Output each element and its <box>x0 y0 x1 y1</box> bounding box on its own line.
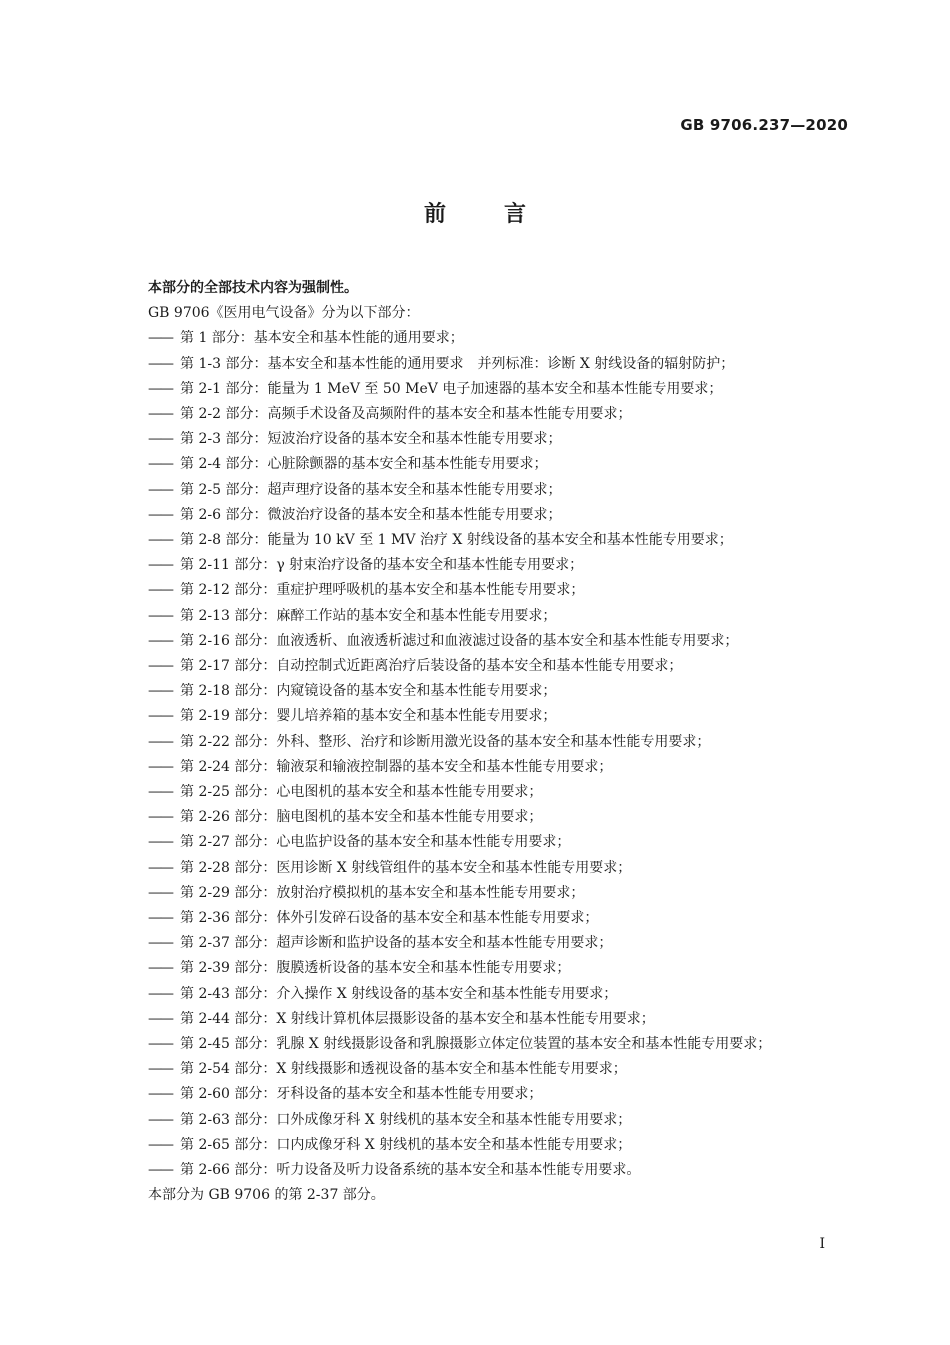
part-item-text: 第 2-65 部分：口内成像牙科 X 射线机的基本安全和基本性能专用要求； <box>180 1136 632 1153</box>
part-item <box>148 780 850 805</box>
part-item-text: 第 2-3 部分：短波治疗设备的基本安全和基本性能专用要求； <box>180 431 562 448</box>
part-item <box>148 856 850 881</box>
part-item-text: 第 2-22 部分：外科、整形、治疗和诊断用激光设备的基本安全和基本性能专用要求； <box>180 733 711 750</box>
part-item <box>148 629 850 654</box>
part-item <box>148 1108 850 1133</box>
dash-mark: —— <box>148 557 172 574</box>
part-item <box>148 881 850 906</box>
part-item <box>148 377 850 402</box>
dash-mark: —— <box>148 481 172 498</box>
part-item-text: 第 2-27 部分：心电监护设备的基本安全和基本性能专用要求； <box>180 834 571 851</box>
part-item-text: 第 2-39 部分：腹膜透析设备的基本安全和基本性能专用要求； <box>180 960 571 977</box>
foreword-body <box>148 276 850 1208</box>
dash-mark: —— <box>148 809 172 826</box>
part-item-text: 第 2-5 部分：超声理疗设备的基本安全和基本性能专用要求； <box>180 481 562 498</box>
part-item-text: 第 2-37 部分：超声诊断和监护设备的基本安全和基本性能专用要求； <box>180 935 613 952</box>
part-item <box>148 1158 850 1183</box>
part-item <box>148 528 850 553</box>
part-item-text: 第 2-18 部分：内窥镜设备的基本安全和基本性能专用要求； <box>180 683 557 700</box>
dash-mark: —— <box>148 456 172 473</box>
part-item-text: 第 2-43 部分：介入操作 X 射线设备的基本安全和基本性能专用要求； <box>180 985 618 1002</box>
dash-mark: —— <box>148 1086 172 1103</box>
dash-mark: —— <box>148 884 172 901</box>
closing-statement: 本部分为 GB 9706 的第 2-37 部分。 <box>148 1187 385 1204</box>
part-item <box>148 604 850 629</box>
series-statement: GB 9706《医用电气设备》分为以下部分： <box>148 305 420 322</box>
part-item <box>148 704 850 729</box>
dash-mark: —— <box>148 859 172 876</box>
dash-mark: —— <box>148 683 172 700</box>
dash-mark: —— <box>148 960 172 977</box>
dash-mark: —— <box>148 1036 172 1053</box>
part-item-text: 第 2-26 部分：脑电图机的基本安全和基本性能专用要求； <box>180 809 543 826</box>
part-item <box>148 830 850 855</box>
dash-mark: —— <box>148 532 172 548</box>
part-item <box>148 805 850 830</box>
dash-mark: —— <box>148 1061 172 1078</box>
part-item <box>148 427 850 452</box>
part-item <box>148 1032 850 1057</box>
part-item-text: 第 2-28 部分：医用诊断 X 射线管组件的基本安全和基本性能专用要求； <box>180 859 632 876</box>
dash-mark: —— <box>148 1111 172 1128</box>
page-title: 前言 <box>423 202 584 227</box>
part-item <box>148 1007 850 1032</box>
dash-mark: —— <box>148 658 172 675</box>
part-item <box>148 1082 850 1107</box>
part-item <box>148 730 850 755</box>
part-item <box>148 755 850 780</box>
part-item <box>148 982 850 1007</box>
dash-mark: —— <box>148 1136 172 1153</box>
part-item-text: 第 2-2 部分：高频手术设备及高频附件的基本安全和基本性能专用要求； <box>180 405 632 422</box>
part-item-text: 第 2-19 部分：婴儿培养箱的基本安全和基本性能专用要求； <box>180 708 557 725</box>
part-item-text: 第 1 部分：基本安全和基本性能的通用要求； <box>180 330 464 347</box>
part-item-text: 第 2-44 部分：X 射线计算机体层摄影设备的基本安全和基本性能专用要求； <box>180 1010 655 1027</box>
dash-mark: —— <box>148 1010 172 1027</box>
part-item <box>148 553 850 578</box>
part-item <box>148 931 850 956</box>
part-item-text: 第 2-4 部分：心脏除颤器的基本安全和基本性能专用要求； <box>180 456 548 473</box>
part-item <box>148 452 850 477</box>
dash-mark: —— <box>148 405 172 422</box>
part-item-text: 第 2-17 部分：自动控制式近距离治疗后装设备的基本安全和基本性能专用要求； <box>180 658 683 675</box>
dash-mark: —— <box>148 330 172 347</box>
part-item <box>148 1057 850 1082</box>
part-item-text: 第 2-54 部分：X 射线摄影和透视设备的基本安全和基本性能专用要求； <box>180 1061 627 1078</box>
part-item-text: 第 2-25 部分：心电图机的基本安全和基本性能专用要求； <box>180 784 543 801</box>
dash-mark: —— <box>148 708 172 725</box>
part-item-text: 第 2-6 部分：微波治疗设备的基本安全和基本性能专用要求； <box>180 506 562 523</box>
part-item <box>148 352 850 377</box>
dash-mark: —— <box>148 784 172 801</box>
standard-code: GB 9706.237—2020 <box>680 116 848 134</box>
page-number: I <box>819 1236 825 1252</box>
part-item-text: 第 2-66 部分：听力设备及听力设备系统的基本安全和基本性能专用要求。 <box>180 1162 641 1179</box>
part-item-text: 第 2-24 部分：输液泵和输液控制器的基本安全和基本性能专用要求； <box>180 758 613 775</box>
part-item <box>148 402 850 427</box>
dash-mark: —— <box>148 733 172 750</box>
part-item-text: 第 2-36 部分：体外引发碎石设备的基本安全和基本性能专用要求； <box>180 910 599 927</box>
part-item-text: 第 2-11 部分：γ 射束治疗设备的基本安全和基本性能专用要求； <box>180 557 584 574</box>
part-item <box>148 1133 850 1158</box>
part-item <box>148 503 850 528</box>
dash-mark: —— <box>148 582 172 599</box>
dash-mark: —— <box>148 1162 172 1179</box>
part-item <box>148 578 850 603</box>
part-item-text: 第 2-13 部分：麻醉工作站的基本安全和基本性能专用要求； <box>180 607 557 624</box>
part-item <box>148 478 850 503</box>
part-item-text: 第 2-12 部分：重症护理呼吸机的基本安全和基本性能专用要求； <box>180 582 585 599</box>
dash-mark: —— <box>148 834 172 851</box>
dash-mark: —— <box>148 935 172 952</box>
part-item-text: 第 2-8 部分：能量为 10 kV 至 1 MV 治疗 X 射线设备的基本安全和基本性能专用要求； <box>180 532 733 548</box>
dash-mark: —— <box>148 758 172 775</box>
dash-mark: —— <box>148 632 172 649</box>
part-item-text: 第 2-1 部分：能量为 1 MeV 至 50 MeV 电子加速器的基本安全和基本性能专用要求； <box>180 380 723 397</box>
part-item-text: 第 2-63 部分：口外成像牙科 X 射线机的基本安全和基本性能专用要求； <box>180 1111 632 1128</box>
mandatory-statement: 本部分的全部技术内容为强制性。 <box>148 280 358 296</box>
part-item <box>148 326 850 351</box>
part-item-text: 第 2-45 部分：乳腺 X 射线摄影设备和乳腺摄影立体定位装置的基本安全和基本性能专用要求； <box>180 1036 772 1053</box>
dash-mark: —— <box>148 985 172 1002</box>
part-item <box>148 654 850 679</box>
dash-mark: —— <box>148 431 172 448</box>
part-item-text: 第 2-29 部分：放射治疗模拟机的基本安全和基本性能专用要求； <box>180 884 585 901</box>
dash-mark: —— <box>148 506 172 523</box>
part-item <box>148 906 850 931</box>
dash-mark: —— <box>148 380 172 397</box>
dash-mark: —— <box>148 607 172 624</box>
part-item-text: 第 2-16 部分：血液透析、血液透析滤过和血液滤过设备的基本安全和基本性能专用要求； <box>180 632 739 649</box>
part-item-text: 第 1-3 部分：基本安全和基本性能的通用要求 并列标准：诊断 X 射线设备的辐射防护； <box>180 355 735 372</box>
dash-mark: —— <box>148 355 172 372</box>
dash-mark: —— <box>148 910 172 927</box>
part-item <box>148 679 850 704</box>
part-item <box>148 956 850 981</box>
part-item-text: 第 2-60 部分：牙科设备的基本安全和基本性能专用要求； <box>180 1086 543 1103</box>
